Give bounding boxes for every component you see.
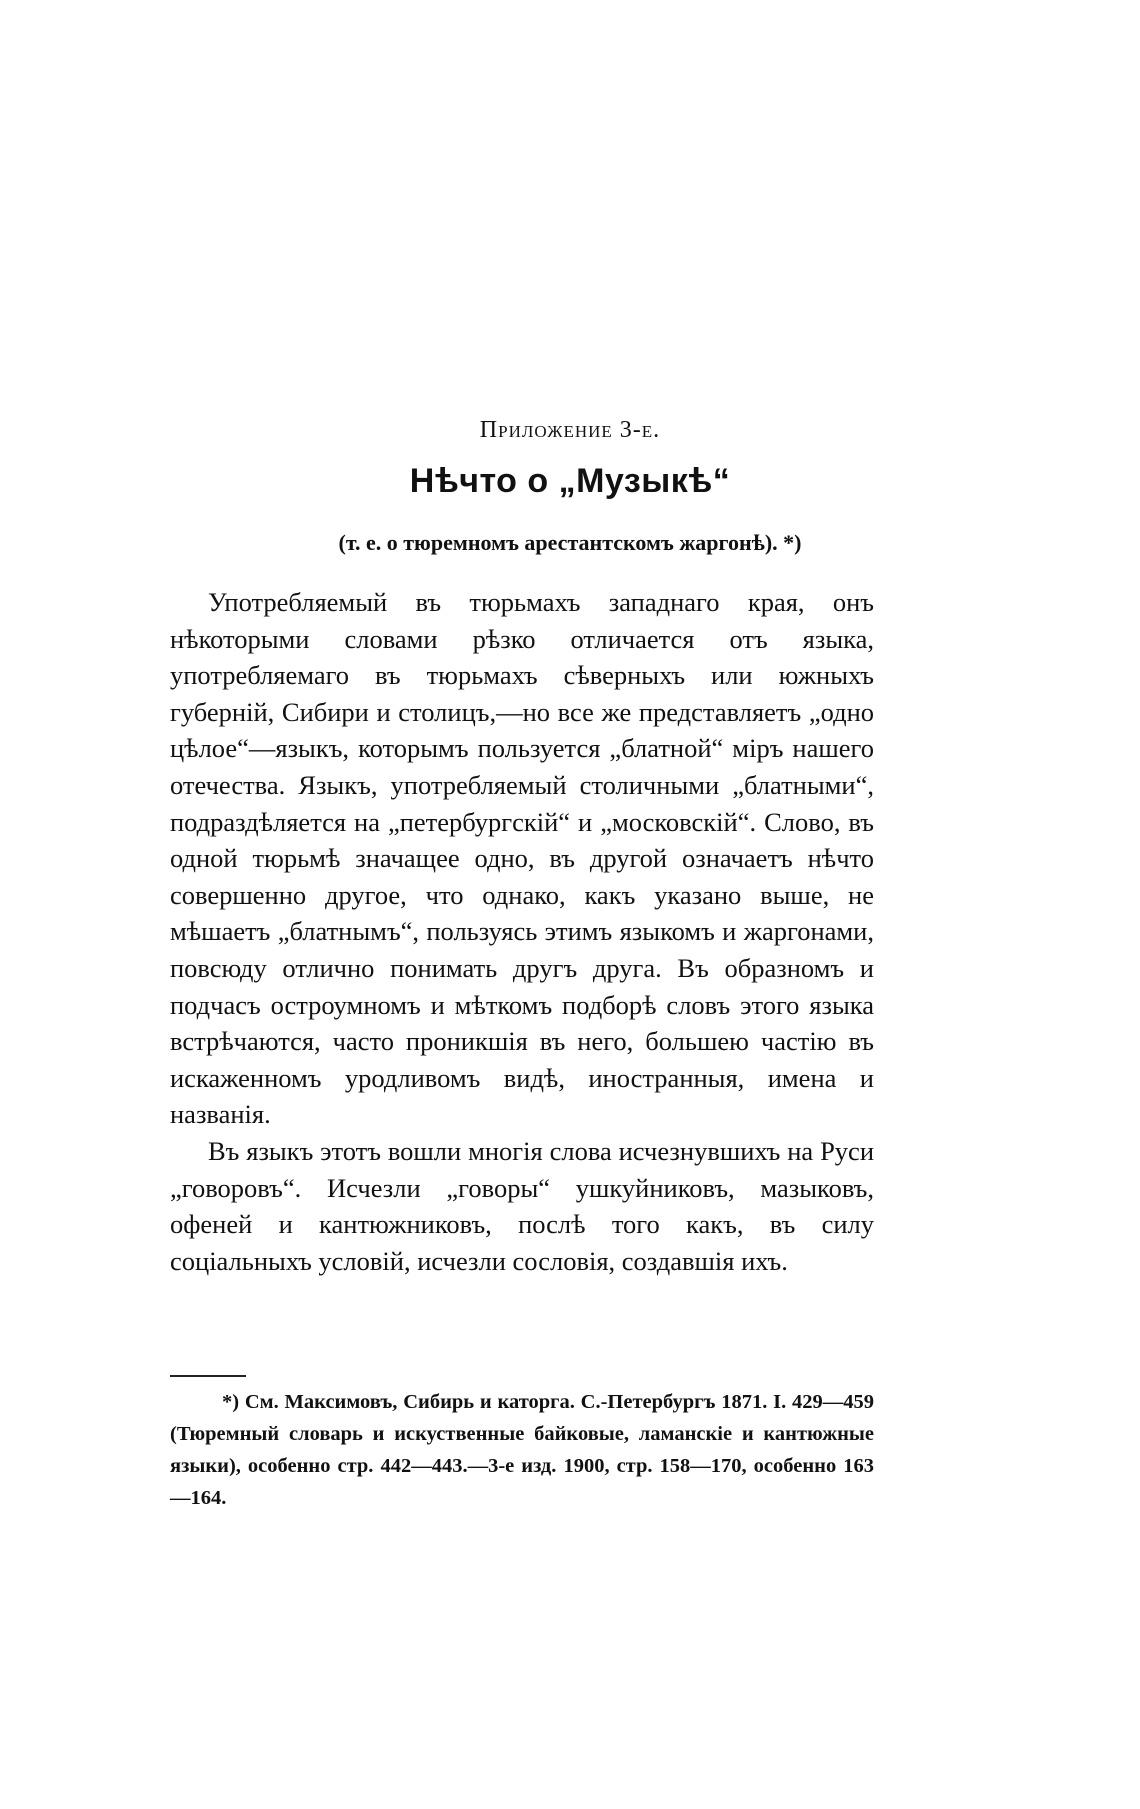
footnote: *) См. Максимовъ, Сибирь и каторга. С.-Петербургъ 1871. I. 429—459 (Тюремный словарь и искуственные байковые, ламанскіе и кантюжные языки), особенно стр. 442—443.—3-е изд. 1900, стр. 158—170, особенно 163—164. [170, 1391, 874, 1509]
appendix-label: Приложение 3-е. [479, 417, 661, 443]
paragraph: Употребляемый въ тюрьмахъ западнаго края, онъ нѣкоторыми словами рѣзко отличается отъ языка, употребляемаго въ тюрьмахъ сѣверныхъ или южныхъ губерній, Сибири и столицъ,—но все же представляетъ „одно цѣлое“—языкъ, которымъ пользуется „блатной“ міръ нашего отечества. Языкъ, употребляемый столичными „блатными“, подраздѣляется на „петербургскій“ и „московскій“. Слово, въ одной тюрьмѣ значащее одно, въ другой означаетъ нѣчто совершенно другое, что однако, какъ указано выше, не мѣшаетъ „блатнымъ“, пользуясь этимъ языкомъ и жаргонами, повсюду отлично понимать другъ друга. Въ образномъ и подчасъ остроумномъ и мѣткомъ подборѣ словъ этого языка встрѣчаются, часто проникшія въ него, большею частію въ искаженномъ уродливомъ видѣ, иностранныя, имена и названія. [170, 587, 874, 1130]
footnote-divider [170, 1375, 246, 1377]
chapter-title: Нѣчто о „Музыкѣ“ [409, 462, 731, 500]
paragraph: Въ языкъ этотъ вошли многія слова исчезнувшихъ на Руси „говоровъ“. Исчезли „говоры“ ушкуйниковъ, мазыковъ, офеней и кантюжниковъ, послѣ того какъ, въ силу соціальныхъ условій, исчезли сословія, создавшія ихъ. [170, 1135, 874, 1276]
chapter-subtitle: (т. е. о тюремномъ арестантскомъ жаргонѣ). *) [338, 530, 802, 555]
body-text [170, 584, 874, 1279]
